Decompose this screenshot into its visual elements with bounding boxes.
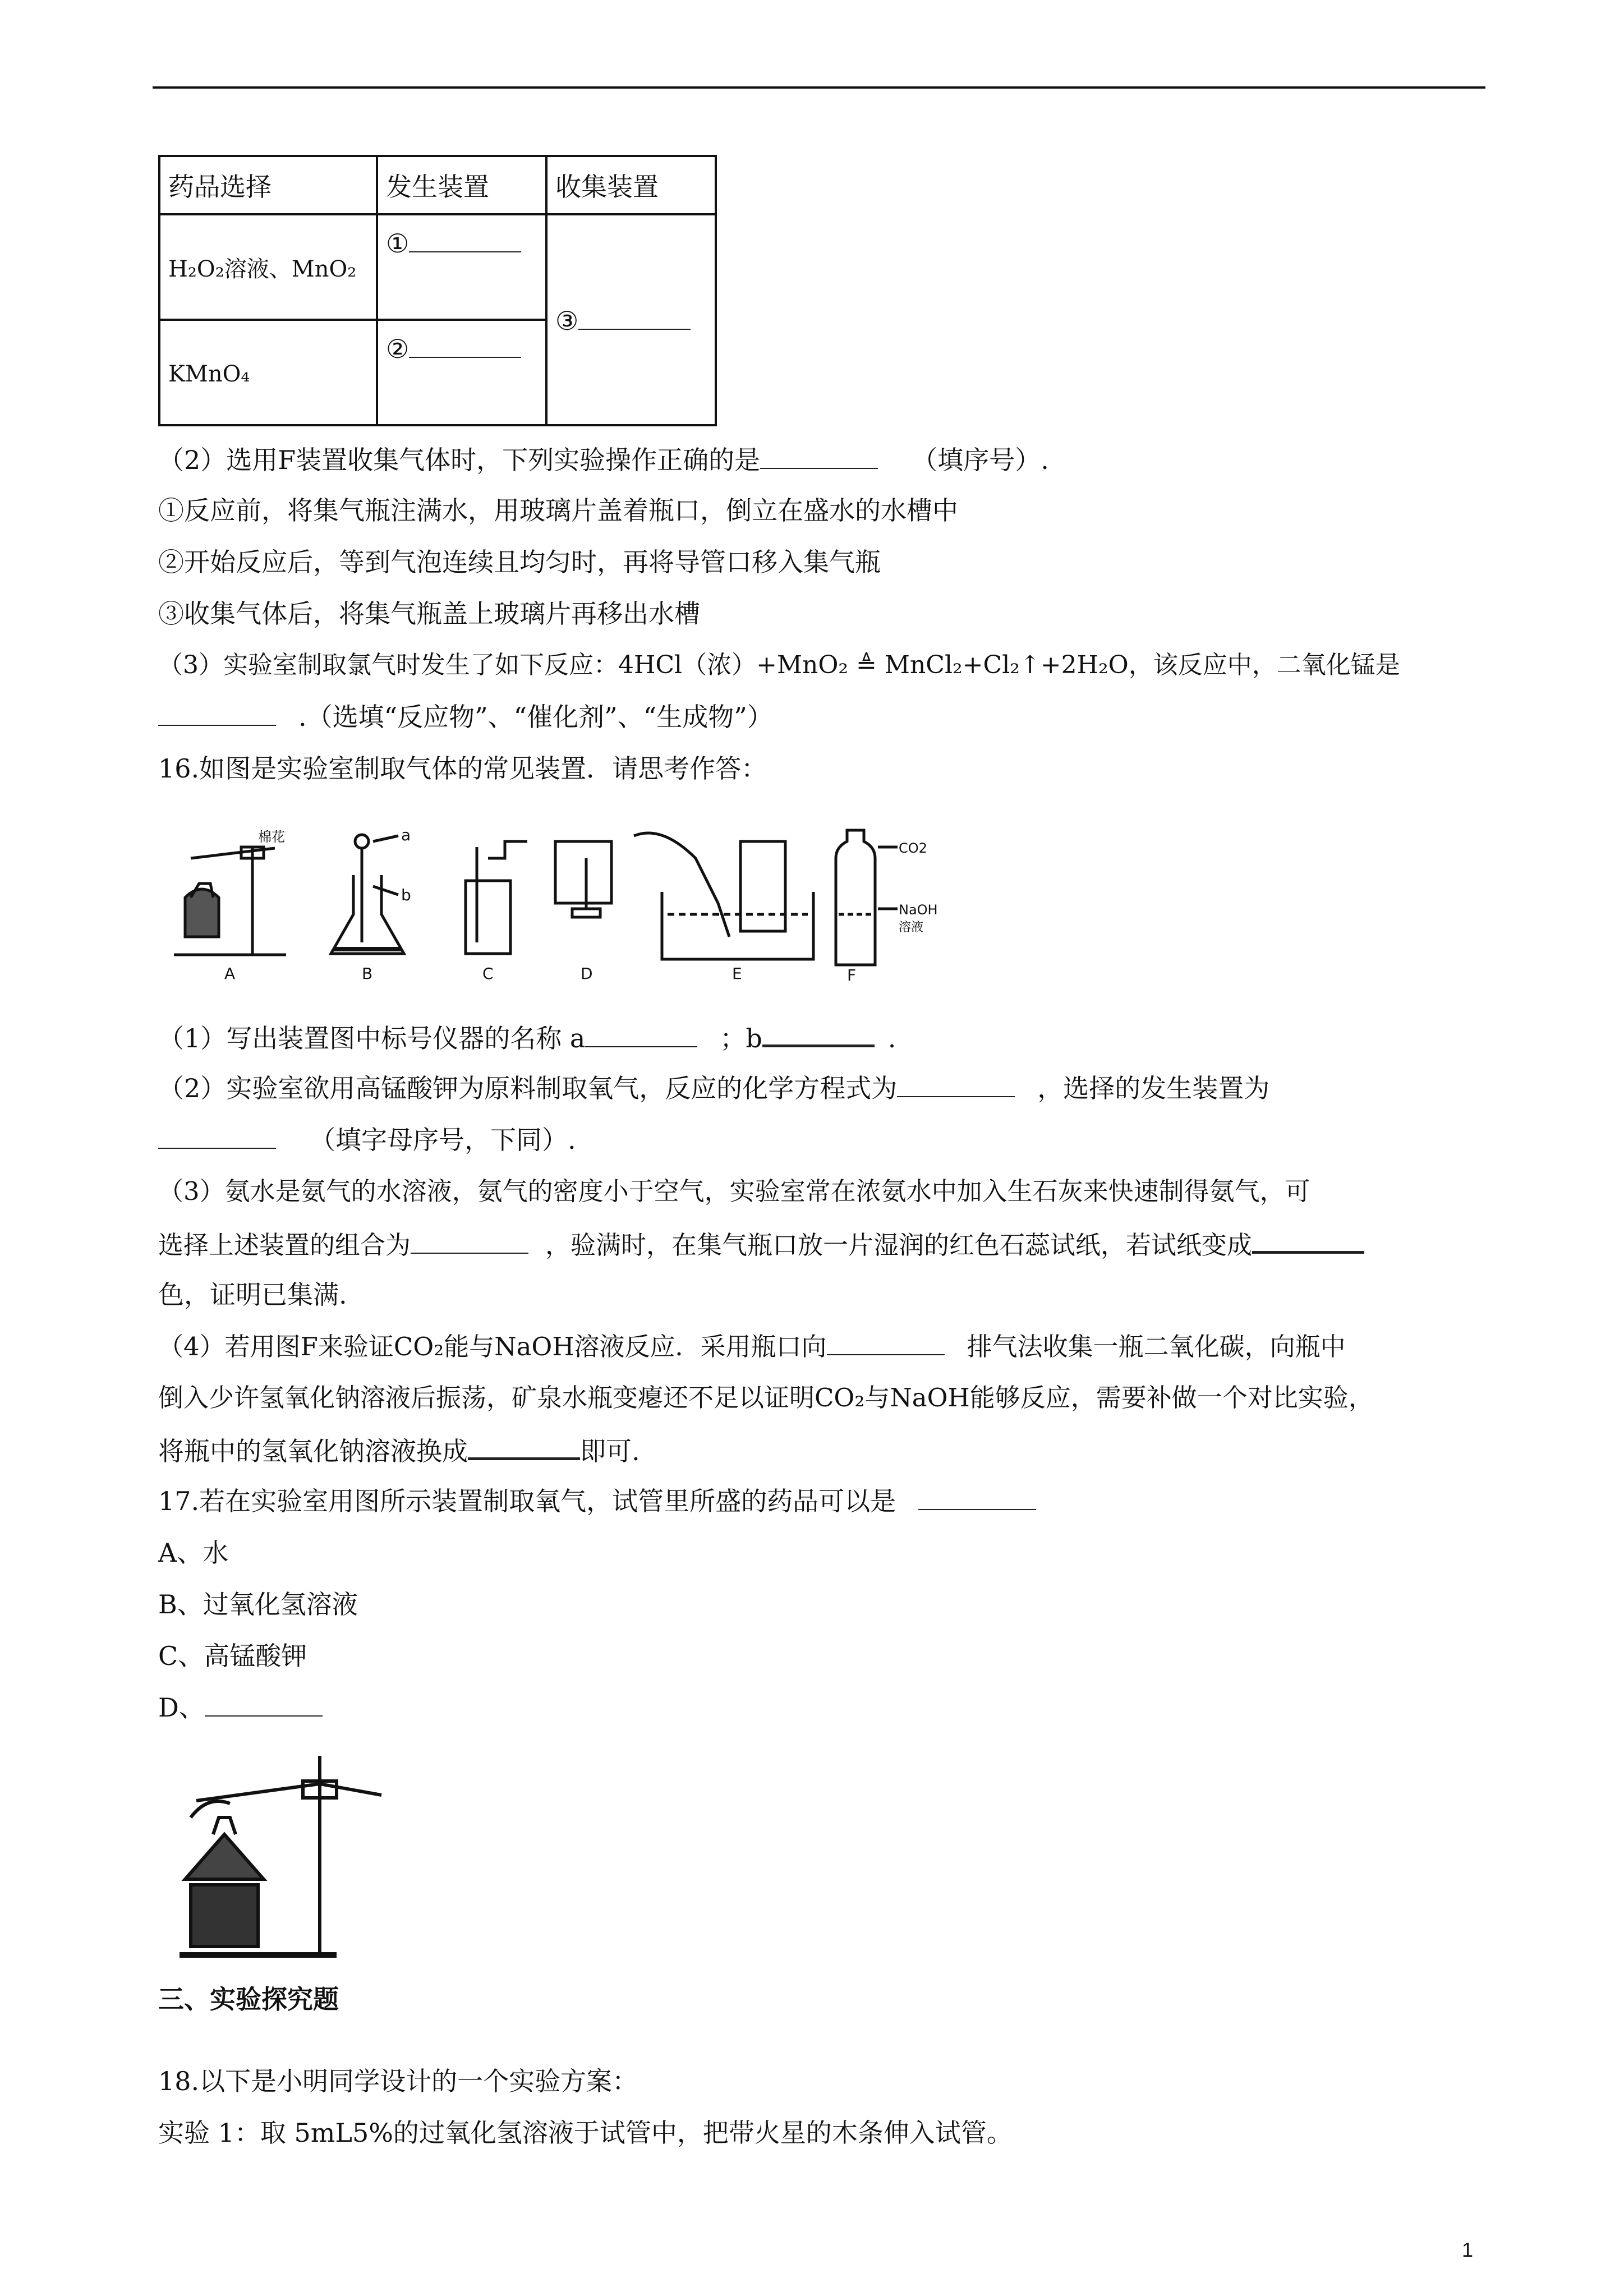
q16-part4-cont: 倒入少许氢氧化钠溶液后振荡，矿泉水瓶变瘪还不足以证明CO₂与NaOH能够反应，需要补做一个对比实验， [158,1383,1374,1412]
q15-option1: ①反应前，将集气瓶注满水，用玻璃片盖着瓶口，倒立在盛水的水槽中 [158,495,958,526]
answer-blank[interactable] [897,1071,1015,1097]
label-F: F [847,966,857,982]
table-cell-gen-1: ① [377,214,546,320]
q16-part2-cont: （填字母序号，下同）. [158,1123,576,1157]
q18-stem: 18.以下是小明同学设计的一个实验方案： [158,2066,638,2096]
label-b: b [401,886,411,904]
answer-blank[interactable] [762,1020,875,1047]
answer-blank[interactable] [205,1691,323,1717]
q17-stem: 17.若在实验室用图所示装置制取氧气，试管里所盛的药品可以是 [158,1484,1036,1518]
q15-option2: ②开始反应后，等到气泡连续且均匀时，再将导管口移入集气瓶 [158,547,881,577]
answer-blank[interactable] [827,1329,945,1355]
q16-part3-cont: 选择上述装置的组合为 ，验满时，在集气瓶口放一片湿润的红色石蕊试纸，若试纸变成 [158,1226,1364,1262]
answer-blank[interactable] [409,332,521,358]
label-a: a [401,826,411,844]
table-header-collector: 收集装置 [546,156,716,214]
q16-part2: （2）实验室欲用高锰酸钾为原料制取氧气，反应的化学方程式为 ，选择的发生装置为 [158,1071,1269,1105]
header-rule [153,86,1485,89]
table-cell-collect: ③ [546,214,716,425]
label-cotton: 棉花 [258,829,285,845]
label-C: C [482,964,494,982]
answer-blank[interactable] [578,304,691,330]
section-heading: 三、实验探究题 [158,1984,339,2014]
table-cell-gen-2: ② [377,320,546,425]
table-cell-drug-2: KMnO₄ [159,320,377,425]
label-A: A [224,964,236,982]
q16-part4-end: 将瓶中的氢氧化钠溶液换成 即可. [158,1433,640,1468]
answer-blank[interactable] [585,1022,697,1047]
q16-part1: （1）写出装置图中标号仪器的名称 a ；b . [158,1020,896,1055]
q15-part3-cont: .（选填“反应物”、“催化剂”、“生成物”） [158,700,773,734]
q16-part4: （4）若用图F来验证CO₂能与NaOH溶液反应．采用瓶口向 排气法收集一瓶二氧化碳，向瓶中 [158,1329,1346,1364]
q16-stem: 16.如图是实验室制取气体的常见装置．请思考作答： [158,753,767,784]
apparatus-figure [168,825,942,982]
answer-blank[interactable] [158,700,276,726]
table-cell-drug-1: H₂O₂溶液、MnO₂ [159,214,377,320]
label-co2: CO2 [899,840,927,856]
q16-part3-end: 色，证明已集满. [158,1280,347,1310]
q15-part2: （2）选用F装置收集气体时，下列实验操作正确的是 （填序号）. [158,443,1049,477]
label-solution: 溶液 [899,921,924,935]
answer-blank[interactable] [409,227,521,252]
q17-option-b: B、过氧化氢溶液 [158,1589,358,1619]
answer-blank[interactable] [1252,1226,1364,1254]
answer-blank[interactable] [760,443,878,469]
label-D: D [581,964,593,982]
q15-option3: ③收集气体后，将集气瓶盖上玻璃片再移出水槽 [158,599,700,629]
answer-blank[interactable] [468,1433,580,1460]
label-B: B [362,964,373,982]
answer-blank[interactable] [158,1123,276,1149]
q18-experiment1: 实验 1：取 5mL5%的过氧化氢溶液于试管中，把带火星的木条伸入试管。 [158,2118,1013,2148]
reagent-table [158,155,717,426]
table-header-generator: 发生装置 [377,156,546,214]
q17-option-c: C、高锰酸钾 [158,1641,307,1671]
label-naoh: NaOH [899,902,938,918]
table-header-drug: 药品选择 [159,156,377,214]
answer-blank[interactable] [411,1228,528,1254]
label-E: E [732,964,742,982]
q17-option-d: D、 [158,1691,323,1724]
q17-option-a: A、水 [158,1538,229,1568]
answer-blank[interactable] [918,1484,1036,1510]
q15-part3: （3）实验室制取氯气时发生了如下反应：4HCl（浓）+MnO₂ ≜ MnCl₂+Cl₂↑+2H₂O，该反应中，二氧化锰是 [158,651,1400,679]
heating-apparatus-figure [174,1750,398,1963]
q16-part3: （3）氨水是氨气的水溶液，氨气的密度小于空气，实验室常在浓氨水中加入生石灰来快速制得氨气，可 [158,1176,1310,1206]
page-number: 1 [1462,2238,1474,2261]
